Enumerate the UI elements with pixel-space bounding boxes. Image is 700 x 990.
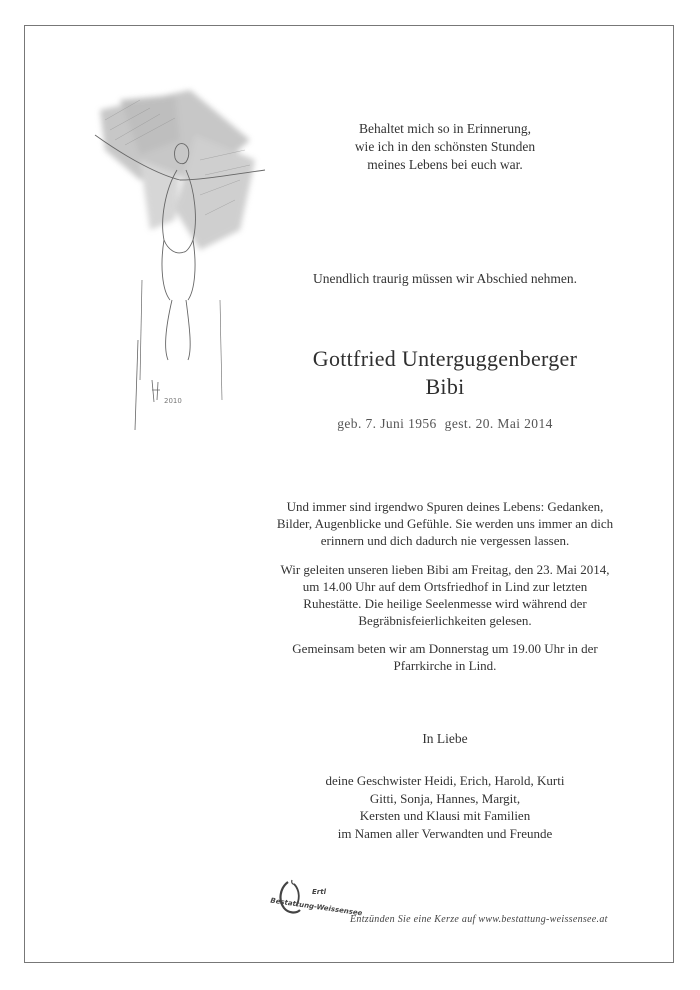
artwork-signature-year: 2010 <box>164 397 182 405</box>
text-paragraph-funeral <box>255 561 635 629</box>
poem-line: wie ich in den schönsten Stunden <box>354 139 536 154</box>
memorial-poem <box>255 120 635 174</box>
logo-brand-name: Bestattung-Weissensee <box>269 896 363 918</box>
deceased-nickname: Bibi <box>425 374 465 399</box>
paragraph-line: Begräbnisfeierlichkeiten gelesen. <box>358 613 532 628</box>
closing-line: In Liebe <box>422 731 468 746</box>
family-line: Gitti, Sonja, Hannes, Margit, <box>369 790 521 806</box>
death-date: gest. 20. Mai 2014 <box>444 416 553 431</box>
deceased-name-block <box>255 345 635 401</box>
life-dates <box>255 416 635 432</box>
poem-line: meines Lebens bei euch war. <box>367 157 523 172</box>
deceased-name: Gottfried Unterguggenberger <box>312 346 578 371</box>
poem-line: Behaltet mich so in Erinnerung, <box>358 121 532 136</box>
paragraph-line: um 14.00 Uhr auf dem Ortsfriedhof in Lind zur letzten <box>302 579 588 594</box>
family-line: im Namen aller Verwandten und Freunde <box>337 825 553 841</box>
family-signature <box>255 772 635 842</box>
birth-date: geb. 7. Juni 1956 <box>337 416 437 431</box>
paragraph-line: Gemeinsam beten wir am Donnerstag um 19.00 Uhr in der <box>292 641 598 656</box>
family-line: Kersten und Klausi mit Familien <box>359 808 531 823</box>
paragraph-line: Wir geleiten unseren lieben Bibi am Freitag, den 23. Mai 2014, <box>280 562 610 577</box>
paragraph-line: Und immer sind irgendwo Spuren deines Lebens: Gedanken, <box>286 499 604 514</box>
logo-owner-name: Ertl <box>312 888 326 896</box>
paragraph-line: Pfarrkirche in Lind. <box>393 658 497 673</box>
text-paragraph-memories <box>255 498 635 549</box>
paragraph-line: Ruhestätte. Die heilige Seelenmesse wird während der <box>303 596 587 611</box>
candle-website-link[interactable]: Entzünden Sie eine Kerze auf www.bestattung-weissensee.at <box>350 914 608 925</box>
paragraph-line: Bilder, Augenblicke und Gefühle. Sie werden uns immer an dich <box>276 516 614 531</box>
text-paragraph-prayer <box>255 640 635 674</box>
crucifix-sketch-image <box>80 80 280 430</box>
farewell-line: Unendlich traurig müssen wir Abschied nehmen. <box>313 271 577 286</box>
family-line: deine Geschwister Heidi, Erich, Harold, Kurti <box>325 773 565 788</box>
paragraph-line: erinnern und dich dadurch nie vergessen lassen. <box>320 533 570 548</box>
